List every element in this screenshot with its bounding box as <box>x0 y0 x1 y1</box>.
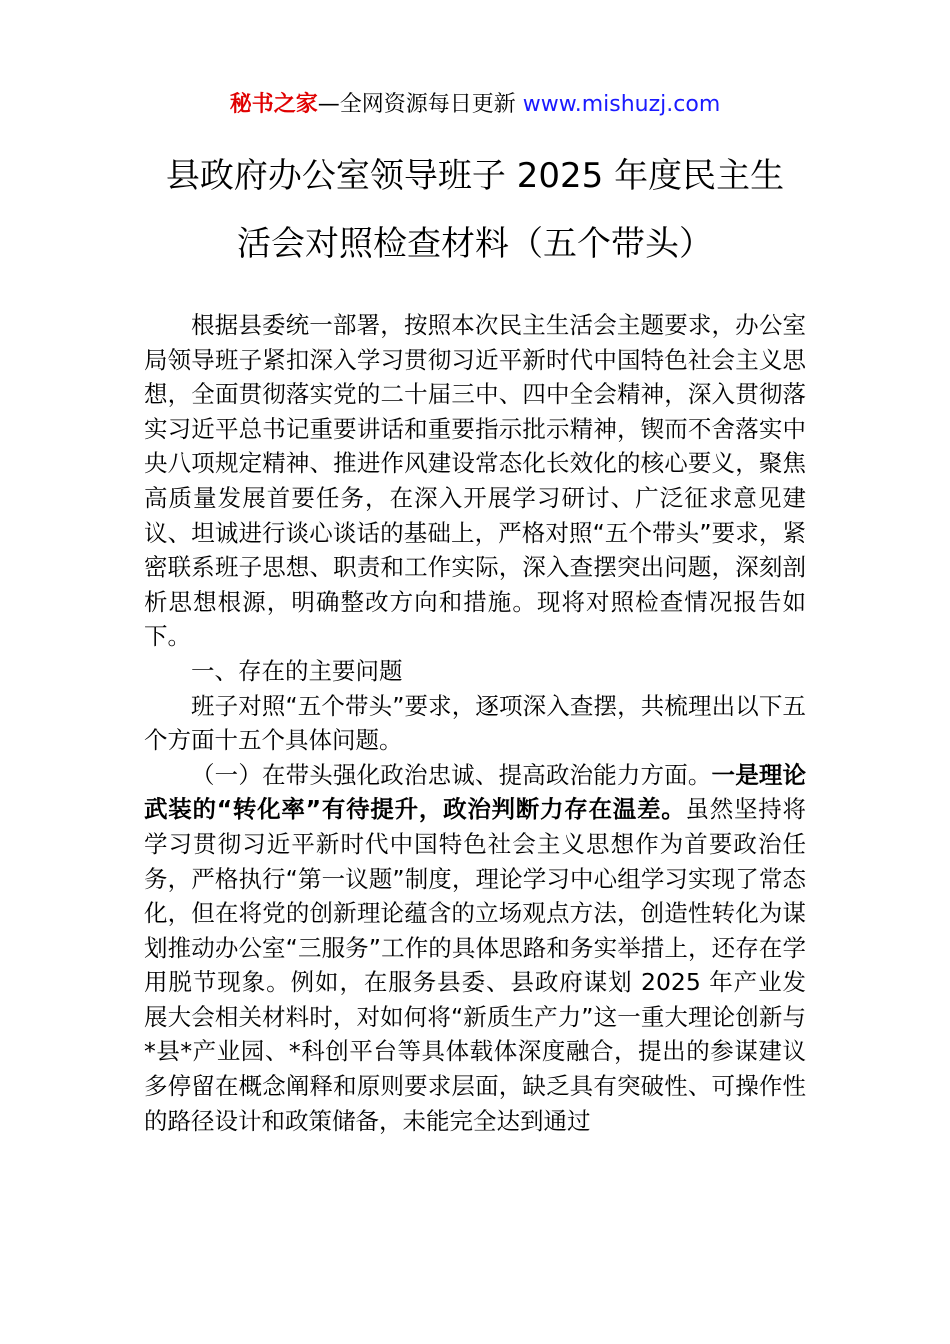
document-title-line-2: 活会对照检查材料（五个带头） <box>237 224 713 264</box>
section-heading: 一、存在的主要问题 <box>191 656 403 685</box>
intro-paragraph: 根据县委统一部署，按照本次民主生活会主题要求，办公室局领导班子紧扣深入学习贯彻习近平新时代中国特色社会主义思想，全面贯彻落实党的二十届三中、四中全会精神，深入贯彻落实习近平总书记重要讲话和重要指示批示精神，锲而不舍落实中央八项规定精神、推进作风建设常态化长效化的核心要义，聚焦高质量发展首要任务，在深入开展学习研讨、广泛征求意见建议、坦诚进行谈心谈话的基础上，严格对照“五个带头”要求，紧密联系班子思想、职责和工作实际，深入查摆突出问题，深刻剖析思想根源，明确整改方向和措施。现将对照检查情况报告如下。 <box>144 311 806 651</box>
site-header <box>0 88 950 122</box>
subsection-heading: （一）在带头强化政治忠诚、提高政治能力方面。 <box>191 760 712 789</box>
subsection-paragraph <box>144 758 806 1139</box>
site-url-link[interactable]: www.mishuzj.com <box>522 92 721 117</box>
document-body <box>144 308 806 1138</box>
subsection-text: 虽然坚持将学习贯彻习近平新时代中国特色社会主义思想作为首要政治任务，严格执行“第一议题”制度，理论学习中心组学习实现了常态化，但在将党的创新理论蕴含的立场观点方法，创造性转化为谋划推动办公室“三服务”工作的具体思路和务实举措上，还存在学用脱节现象。例如，在服务县委、县政府谋划 2025 年产业发展大会相关材料时，对如何将“新质生产力”这一重大理论创新与*县*产业园、*科创平台等具体载体深度融合，提出的参谋建议多停留在概念阐释和原则要求层面，缺乏具有突破性、可操作性的路径设计和政策储备，未能完全达到通过 <box>144 795 807 1135</box>
subsection-bold-point: 一是理论武装的“转化率”有待提升，政治判断力存在温差。 <box>144 760 807 824</box>
site-slogan: —全网资源每日更新 <box>317 92 523 117</box>
site-brand: 秘书之家 <box>229 92 318 117</box>
section-intro-paragraph: 班子对照“五个带头”要求，逐项深入查摆，共梳理出以下五个方面十五个具体问题。 <box>144 691 806 755</box>
document-title-line-1: 县政府办公室领导班子 2025 年度民主生 <box>165 156 785 196</box>
